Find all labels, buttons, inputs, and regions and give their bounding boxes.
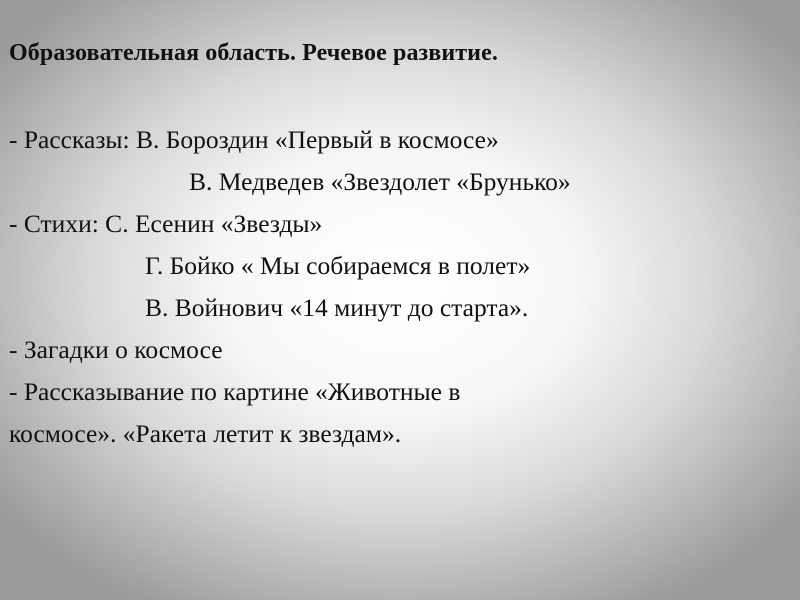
line-riddles: - Загадки о космосе <box>9 335 223 364</box>
line-poems: - Стихи: С. Есенин «Звезды» <box>9 209 323 238</box>
slide-title: Образовательная область. Речевое развитие. <box>9 40 498 66</box>
line-picture-story: - Рассказывание по картине «Животные в <box>9 377 461 406</box>
line-stories-cont: В. Медведев «Звездолет «Брунько» <box>189 167 571 196</box>
line-stories: - Рассказы: В. Бороздин «Первый в космосе» <box>9 125 499 154</box>
line-picture-story-cont: космосе». «Ракета летит к звездам». <box>9 419 402 448</box>
line-poems-cont-2: В. Войнович «14 минут до старта». <box>145 293 529 322</box>
line-poems-cont-1: Г. Бойко « Мы собираемся в полет» <box>145 251 531 280</box>
